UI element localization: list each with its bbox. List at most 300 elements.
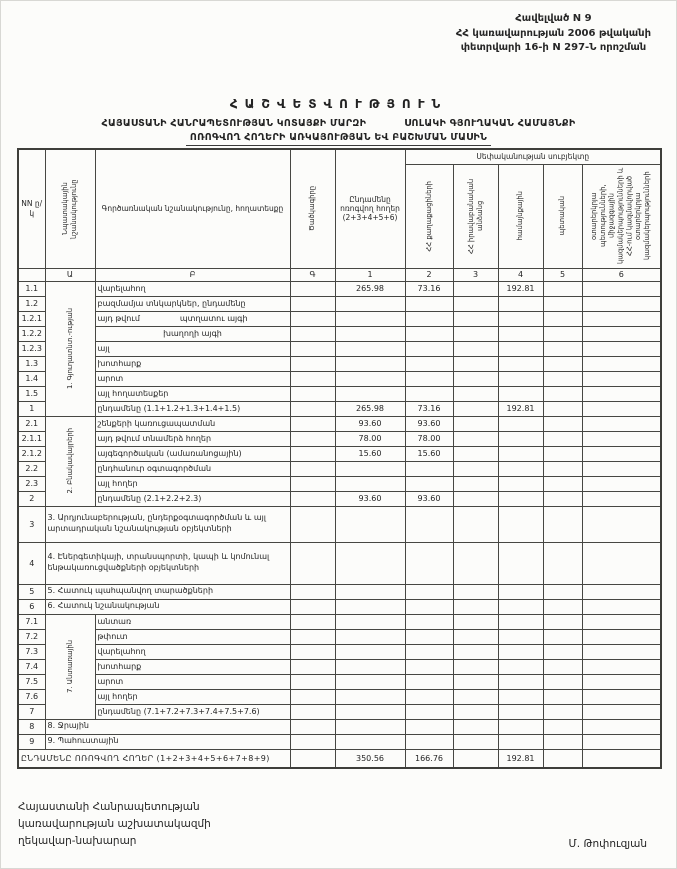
value-cell <box>453 749 498 768</box>
code-cell <box>290 491 335 506</box>
col-header-nn: NN ը/կ <box>18 149 45 268</box>
value-cell <box>498 689 543 704</box>
value-cell <box>498 326 543 341</box>
index-cell: 6 <box>582 268 661 281</box>
value-cell: 78.00 <box>335 431 405 446</box>
land-type-label: ընդհանուր օգտագործման <box>95 461 290 476</box>
table-row <box>18 341 661 356</box>
code-cell <box>290 599 335 614</box>
value-cell <box>405 461 453 476</box>
value-cell: 350.56 <box>335 749 405 768</box>
code-cell <box>290 659 335 674</box>
land-type-label: խոտհարք <box>95 356 290 371</box>
row-number: 6 <box>18 599 45 614</box>
value-cell <box>543 734 582 749</box>
signatory-title-line: Հայաստանի Հանրապետության <box>18 801 200 813</box>
value-cell <box>543 341 582 356</box>
row-number: 4 <box>18 542 45 584</box>
value-cell <box>582 614 661 629</box>
value-cell <box>582 674 661 689</box>
value-cell <box>453 386 498 401</box>
value-cell <box>582 461 661 476</box>
appendix-line: ՀՀ կառավարության 2006 թվականի <box>455 27 651 39</box>
value-cell <box>453 644 498 659</box>
value-cell <box>405 311 453 326</box>
row-number: 7.3 <box>18 644 45 659</box>
value-cell <box>498 674 543 689</box>
land-type-label: ընդամենը (7.1+7.2+7.3+7.4+7.5+7.6) <box>95 704 290 719</box>
code-cell <box>290 476 335 491</box>
row-number: 1.2.3 <box>18 341 45 356</box>
land-type-label: անտառ <box>95 614 290 629</box>
value-cell <box>335 644 405 659</box>
value-cell <box>453 311 498 326</box>
code-cell <box>290 542 335 584</box>
value-cell <box>405 704 453 719</box>
code-cell <box>290 431 335 446</box>
value-cell <box>543 749 582 768</box>
value-cell <box>582 431 661 446</box>
index-cell: 1 <box>335 268 405 281</box>
table-row <box>18 371 661 386</box>
value-cell: 265.98 <box>335 281 405 296</box>
section-label-agricultural: 1. Գյուղատնտ.-ության <box>45 281 95 416</box>
row-number: 1.3 <box>18 356 45 371</box>
signatory-title-block <box>18 799 211 849</box>
value-cell <box>582 719 661 734</box>
land-type-label: այդ թվում պտղատու այգի <box>95 311 290 326</box>
value-cell <box>405 659 453 674</box>
value-cell <box>405 584 453 599</box>
value-cell <box>335 371 405 386</box>
value-cell <box>498 704 543 719</box>
value-cell <box>543 281 582 296</box>
section-label-residential: 2. Բնակավայրերի <box>45 416 95 506</box>
value-cell <box>582 296 661 311</box>
land-type-label: շենքերի կառուցապատման <box>95 416 290 431</box>
value-cell <box>582 386 661 401</box>
value-cell <box>498 416 543 431</box>
value-cell <box>335 386 405 401</box>
table-row-subtotal <box>18 491 661 506</box>
region-name: ՀԱՅԱՍՏԱՆԻ ՀԱՆՐԱՊԵՏՈՒԹՅԱՆ ԿՈՏԱՅՔԻ ՄԱՐԶԻ <box>101 118 367 129</box>
value-cell: 93.60 <box>405 491 453 506</box>
table-row <box>18 281 661 296</box>
value-cell <box>543 689 582 704</box>
value-cell <box>543 506 582 542</box>
category-label: 6. Հատուկ նշանակության <box>45 599 290 614</box>
value-cell <box>335 296 405 311</box>
appendix-line: փետրվարի 16-ի N 297-Ն որոշման <box>460 42 647 53</box>
value-cell <box>582 629 661 644</box>
value-cell <box>582 401 661 416</box>
value-cell <box>405 629 453 644</box>
category-label: 9. Պահուստային <box>45 734 290 749</box>
value-cell <box>498 431 543 446</box>
value-cell <box>335 341 405 356</box>
value-cell <box>453 446 498 461</box>
value-cell <box>405 341 453 356</box>
row-number: 3 <box>18 506 45 542</box>
value-cell: 192.81 <box>498 749 543 768</box>
value-cell <box>543 356 582 371</box>
value-cell <box>582 584 661 599</box>
code-cell <box>290 446 335 461</box>
table-row <box>18 734 661 749</box>
value-cell <box>582 599 661 614</box>
land-type-label: այլ հողատեսքեր <box>95 386 290 401</box>
row-number: 1 <box>18 401 45 416</box>
index-cell: 4 <box>498 268 543 281</box>
land-type-label: ընդամենը (1.1+1.2+1.3+1.4+1.5) <box>95 401 290 416</box>
value-cell <box>543 629 582 644</box>
row-number: 1.4 <box>18 371 45 386</box>
code-cell <box>290 719 335 734</box>
value-cell <box>335 659 405 674</box>
land-type-label: արոտ <box>95 371 290 386</box>
value-cell <box>453 689 498 704</box>
code-cell <box>290 674 335 689</box>
value-cell <box>543 584 582 599</box>
value-cell <box>543 491 582 506</box>
value-cell <box>335 734 405 749</box>
value-cell <box>335 599 405 614</box>
underline-rule <box>186 145 491 146</box>
value-cell <box>543 476 582 491</box>
row-number: 7.6 <box>18 689 45 704</box>
row-number: 7 <box>18 704 45 719</box>
code-cell <box>290 734 335 749</box>
table-row <box>18 311 661 326</box>
index-cell: 2 <box>405 268 453 281</box>
code-cell <box>290 461 335 476</box>
value-cell <box>405 674 453 689</box>
category-label: 4. Էներգետիկայի, տրանսպորտի, կապի և կոմունալ ենթակառուցվածքների օբյեկտների <box>45 542 290 584</box>
land-type-label: բազմամյա տնկարկներ, ընդամենը <box>95 296 290 311</box>
value-cell: 93.60 <box>335 491 405 506</box>
value-cell <box>543 704 582 719</box>
code-cell <box>290 644 335 659</box>
value-cell <box>335 476 405 491</box>
code-cell <box>290 386 335 401</box>
row-number: 1.2 <box>18 296 45 311</box>
col-header-owner-citizens: ՀՀ քաղաքացիների <box>405 164 453 268</box>
value-cell <box>543 644 582 659</box>
row-number: 8 <box>18 719 45 734</box>
value-cell <box>453 719 498 734</box>
value-cell <box>582 326 661 341</box>
title-block <box>0 97 677 146</box>
value-cell <box>405 689 453 704</box>
land-type-label: վարելահող <box>95 281 290 296</box>
value-cell <box>453 659 498 674</box>
value-cell <box>543 614 582 629</box>
col-header-owner-foreign: օտարերկրյա պետությունների, միջազգային կազմակերպությունների և ՀՀ-ում կազմավորված օտարերկրյա կազմակերպությունների <box>582 164 661 268</box>
table-row <box>18 584 661 599</box>
value-cell <box>582 371 661 386</box>
col-header-owner-state: պետական <box>543 164 582 268</box>
table-row <box>18 644 661 659</box>
value-cell <box>453 296 498 311</box>
table-row <box>18 689 661 704</box>
index-cell: Գ <box>290 268 335 281</box>
value-cell <box>453 584 498 599</box>
col-header-total: Ընդամենը ոռոգվող հողեր (2+3+4+5+6) <box>335 149 405 268</box>
index-cell: Բ <box>95 268 290 281</box>
row-number: 7.4 <box>18 659 45 674</box>
code-cell <box>290 401 335 416</box>
value-cell <box>335 356 405 371</box>
value-cell <box>405 644 453 659</box>
value-cell: 192.81 <box>498 281 543 296</box>
row-number: 2.1.2 <box>18 446 45 461</box>
land-type-label: այլ <box>95 341 290 356</box>
value-cell <box>453 674 498 689</box>
value-cell <box>335 614 405 629</box>
index-cell: Ա <box>45 268 95 281</box>
value-cell <box>498 371 543 386</box>
row-number: 2 <box>18 491 45 506</box>
grand-total-label: ԸՆԴԱՄԵՆԸ ՈՌՈԳՎՈՂ ՀՈՂԵՐ (1+2+3+4+5+6+7+8+9) <box>18 749 290 768</box>
value-cell: 73.16 <box>405 281 453 296</box>
value-cell <box>405 542 453 584</box>
value-cell: 15.60 <box>405 446 453 461</box>
index-cell <box>18 268 45 281</box>
value-cell <box>543 719 582 734</box>
value-cell: 93.60 <box>405 416 453 431</box>
page-title: ՀԱՇՎԵՏՎՈՒԹՅՈՒՆ <box>229 97 448 111</box>
land-type-label: այլ հողեր <box>95 689 290 704</box>
table-row <box>18 431 661 446</box>
value-cell <box>335 542 405 584</box>
value-cell <box>453 704 498 719</box>
col-header-purpose: Նպատակային նշանակությունը <box>45 149 95 268</box>
value-cell <box>335 461 405 476</box>
value-cell <box>498 341 543 356</box>
signatory-title-line: ղեկավար-նախարար <box>18 834 137 847</box>
value-cell <box>335 719 405 734</box>
value-cell <box>405 506 453 542</box>
code-cell <box>290 506 335 542</box>
table-row <box>18 542 661 584</box>
value-cell <box>453 281 498 296</box>
value-cell <box>498 542 543 584</box>
value-cell <box>498 644 543 659</box>
value-cell <box>498 659 543 674</box>
value-cell <box>582 476 661 491</box>
value-cell <box>582 704 661 719</box>
code-cell <box>290 584 335 599</box>
value-cell <box>498 734 543 749</box>
code-cell <box>290 296 335 311</box>
table-row-subtotal <box>18 704 661 719</box>
value-cell <box>453 416 498 431</box>
signatory-name: Մ. Թոփուզյան <box>568 838 647 850</box>
value-cell <box>453 461 498 476</box>
code-cell <box>290 326 335 341</box>
value-cell <box>498 506 543 542</box>
index-cell: 5 <box>543 268 582 281</box>
value-cell: 192.81 <box>498 401 543 416</box>
community-name: ՍՈԼԱԿԻ ԳՅՈՒՂԱԿԱՆ ՀԱՄԱՅՆՔԻ <box>404 118 576 129</box>
row-number: 2.1.1 <box>18 431 45 446</box>
row-number: 1.1 <box>18 281 45 296</box>
value-cell <box>498 584 543 599</box>
row-number: 2.1 <box>18 416 45 431</box>
code-cell <box>290 371 335 386</box>
land-type-label: այգեգործական (ամառանոցային) <box>95 446 290 461</box>
row-number: 9 <box>18 734 45 749</box>
value-cell <box>335 674 405 689</box>
value-cell: 93.60 <box>335 416 405 431</box>
value-cell: 15.60 <box>335 446 405 461</box>
irrigated-lands-table <box>17 148 662 769</box>
value-cell <box>498 296 543 311</box>
category-label: 3. Արդյունաբերության, ընդերքօգտագործման և այլ արտադրական նշանակության օբյեկտների <box>45 506 290 542</box>
row-number: 7.5 <box>18 674 45 689</box>
value-cell <box>405 371 453 386</box>
col-header-ownership-group: Սեփականության սուբյեկտը <box>405 149 661 164</box>
value-cell <box>582 491 661 506</box>
value-cell <box>582 749 661 768</box>
value-cell <box>498 476 543 491</box>
value-cell <box>582 446 661 461</box>
category-label: 8. Ջրային <box>45 719 290 734</box>
code-cell <box>290 281 335 296</box>
value-cell <box>453 401 498 416</box>
value-cell <box>453 734 498 749</box>
value-cell <box>453 491 498 506</box>
value-cell <box>453 542 498 584</box>
value-cell <box>453 371 498 386</box>
land-type-label: խաղողի այգի <box>95 326 290 341</box>
row-number: 1.2.2 <box>18 326 45 341</box>
table-row <box>18 506 661 542</box>
col-header-code: Ծածկագիրը <box>290 149 335 268</box>
value-cell <box>498 461 543 476</box>
value-cell <box>543 674 582 689</box>
code-cell <box>290 749 335 768</box>
report-subject: ՈՌՈԳՎՈՂ ՀՈՂԵՐԻ ԱՌԿԱՅՈՒԹՅԱՆ ԵՎ ԲԱՇԽՄԱՆ ՄԱՍԻՆ <box>189 132 488 143</box>
value-cell <box>543 659 582 674</box>
value-cell <box>543 431 582 446</box>
value-cell <box>582 281 661 296</box>
code-cell <box>290 311 335 326</box>
value-cell <box>582 311 661 326</box>
table-row <box>18 446 661 461</box>
value-cell <box>543 371 582 386</box>
table-row <box>18 674 661 689</box>
value-cell <box>498 491 543 506</box>
value-cell <box>498 356 543 371</box>
code-cell <box>290 416 335 431</box>
land-type-label: վարելահող <box>95 644 290 659</box>
land-type-label: արոտ <box>95 674 290 689</box>
table-row-subtotal <box>18 401 661 416</box>
value-cell <box>335 311 405 326</box>
value-cell <box>543 542 582 584</box>
value-cell <box>453 431 498 446</box>
value-cell <box>453 476 498 491</box>
value-cell <box>582 689 661 704</box>
value-cell <box>543 296 582 311</box>
land-type-label: այդ թվում տնամերձ հողեր <box>95 431 290 446</box>
value-cell <box>335 704 405 719</box>
table-row <box>18 326 661 341</box>
value-cell <box>582 659 661 674</box>
value-cell <box>453 614 498 629</box>
value-cell <box>543 446 582 461</box>
table-row-grand-total <box>18 749 661 768</box>
appendix-line: Հավելված N 9 <box>515 13 592 24</box>
value-cell <box>582 416 661 431</box>
value-cell <box>582 644 661 659</box>
row-number: 5 <box>18 584 45 599</box>
table-row <box>18 629 661 644</box>
index-cell: 3 <box>453 268 498 281</box>
table-row <box>18 719 661 734</box>
row-number: 7.2 <box>18 629 45 644</box>
value-cell <box>582 542 661 584</box>
value-cell <box>405 386 453 401</box>
value-cell <box>453 356 498 371</box>
value-cell <box>543 386 582 401</box>
col-header-owner-community: համայնքային <box>498 164 543 268</box>
value-cell <box>405 614 453 629</box>
value-cell: 73.16 <box>405 401 453 416</box>
value-cell <box>582 506 661 542</box>
category-label: 5. Հատուկ պահպանվող տարածքների <box>45 584 290 599</box>
row-number: 2.3 <box>18 476 45 491</box>
value-cell <box>543 326 582 341</box>
value-cell <box>543 311 582 326</box>
value-cell <box>543 461 582 476</box>
table-row <box>18 599 661 614</box>
table-row <box>18 416 661 431</box>
value-cell <box>498 719 543 734</box>
code-cell <box>290 614 335 629</box>
value-cell <box>582 341 661 356</box>
value-cell <box>453 341 498 356</box>
land-type-label: ընդամենը (2.1+2.2+2.3) <box>95 491 290 506</box>
row-number: 1.2.1 <box>18 311 45 326</box>
col-header-owner-legal-entities: ՀՀ իրավաբանական անձանց <box>453 164 498 268</box>
code-cell <box>290 356 335 371</box>
value-cell <box>582 734 661 749</box>
value-cell <box>405 734 453 749</box>
table-row <box>18 296 661 311</box>
value-cell <box>453 629 498 644</box>
code-cell <box>290 689 335 704</box>
value-cell <box>335 584 405 599</box>
value-cell <box>543 401 582 416</box>
value-cell: 166.76 <box>405 749 453 768</box>
table-row <box>18 614 661 629</box>
value-cell <box>335 629 405 644</box>
row-number: 2.2 <box>18 461 45 476</box>
value-cell <box>498 311 543 326</box>
value-cell <box>405 476 453 491</box>
value-cell <box>405 599 453 614</box>
value-cell <box>453 599 498 614</box>
value-cell <box>405 326 453 341</box>
table-row <box>18 461 661 476</box>
value-cell <box>335 326 405 341</box>
value-cell <box>453 506 498 542</box>
table-row <box>18 356 661 371</box>
value-cell <box>453 326 498 341</box>
value-cell <box>405 356 453 371</box>
